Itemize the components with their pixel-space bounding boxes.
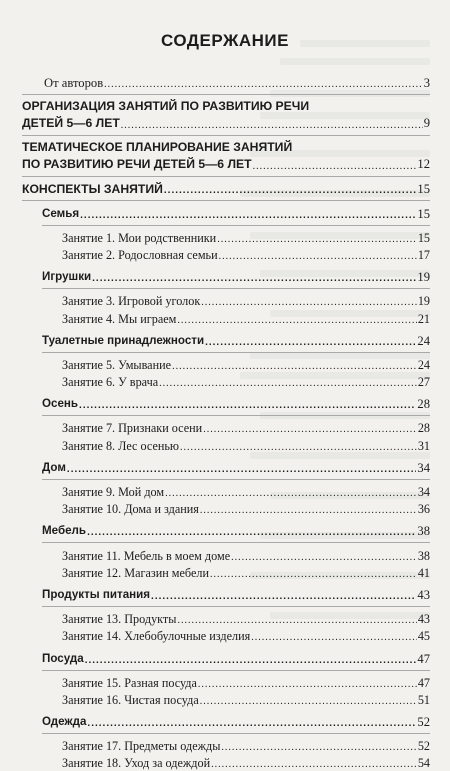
toc-lesson-label: Занятие 1. Мои родственники — [62, 230, 217, 245]
toc-topic-label: Продукты питания — [42, 587, 151, 601]
divider — [22, 200, 430, 201]
toc-lesson-label: Занятие 14. Хлебобулочные изделия — [62, 629, 251, 644]
dot-leader — [79, 396, 416, 412]
dot-leader — [211, 755, 417, 771]
divider — [42, 415, 430, 416]
toc-lesson[interactable] — [22, 754, 430, 771]
dot-leader — [177, 311, 416, 327]
toc-entry-label: От авторов — [44, 76, 104, 91]
toc-topic-label: Посуда — [42, 651, 84, 665]
toc-topic-label: Игрушки — [42, 270, 92, 284]
dot-leader — [219, 247, 417, 263]
toc-topic-toys[interactable] — [22, 268, 430, 285]
dot-leader — [87, 523, 416, 539]
dot-leader — [201, 293, 417, 309]
dot-leader — [151, 587, 416, 603]
toc-topic-label: Семья — [42, 206, 80, 220]
toc-section-page: 15 — [417, 182, 430, 197]
dot-leader — [87, 714, 416, 730]
toc-lesson-page: 41 — [417, 565, 430, 580]
toc-topic-family[interactable] — [22, 204, 430, 221]
toc-topic-page: 43 — [417, 587, 430, 602]
dot-leader — [231, 548, 417, 564]
divider — [42, 606, 430, 607]
toc-lesson[interactable] — [22, 737, 430, 754]
toc-lesson[interactable] — [22, 546, 430, 563]
toc-topic-house[interactable] — [22, 459, 430, 476]
toc-lesson-page: 51 — [417, 692, 430, 707]
toc-topic-toiletries[interactable] — [22, 332, 430, 349]
dot-leader — [67, 460, 416, 476]
toc-topic-label: Мебель — [42, 524, 87, 538]
toc-lesson-page: 47 — [417, 675, 430, 690]
toc-topic-clothes[interactable] — [22, 713, 430, 730]
divider — [42, 288, 430, 289]
toc-lesson-label: Занятие 10. Дома и здания — [62, 502, 199, 517]
toc-lesson[interactable] — [22, 500, 430, 517]
toc-section-label-line2: ПО РАЗВИТИЮ РЕЧИ ДЕТЕЙ 5—6 ЛЕТ — [22, 157, 252, 172]
dot-leader — [200, 501, 417, 517]
dot-leader — [217, 230, 417, 246]
toc-section-label-line2: ДЕТЕЙ 5—6 ЛЕТ — [22, 116, 120, 131]
dot-leader — [253, 157, 417, 173]
toc-lesson-label: Занятие 18. Уход за одеждой — [62, 756, 211, 771]
dot-leader — [121, 116, 423, 132]
toc-lesson-page: 52 — [417, 739, 430, 754]
toc-lesson[interactable] — [22, 564, 430, 581]
dot-leader — [210, 565, 417, 581]
toc-lesson-label: Занятие 13. Продукты — [62, 612, 177, 627]
toc-lesson-label: Занятие 6. У врача — [62, 375, 159, 390]
toc-lesson-label: Занятие 5. Умывание — [62, 357, 172, 372]
toc-topic-page: 19 — [417, 270, 430, 285]
toc-topic-page: 47 — [417, 651, 430, 666]
dot-leader — [177, 611, 416, 627]
toc-section-page: 12 — [417, 157, 430, 172]
toc-lesson[interactable] — [22, 419, 430, 436]
toc-lesson-page: 28 — [417, 421, 430, 436]
divider — [42, 670, 430, 671]
toc-section-lesson-notes[interactable] — [22, 180, 430, 197]
divider — [42, 542, 430, 543]
toc-lesson[interactable] — [22, 356, 430, 373]
toc-topic-label: Туалетные принадлежности — [42, 333, 205, 347]
dot-leader — [198, 675, 417, 691]
toc-lesson[interactable] — [22, 436, 430, 453]
dot-leader — [164, 181, 417, 197]
toc-lesson-page: 21 — [417, 311, 430, 326]
toc-topic-page: 28 — [417, 397, 430, 412]
toc-lesson-label: Занятие 16. Чистая посуда — [62, 692, 199, 707]
toc-topic-dishes[interactable] — [22, 649, 430, 666]
toc-lesson-label: Занятие 8. Лес осенью — [62, 438, 180, 453]
toc-lesson[interactable] — [22, 627, 430, 644]
toc-topic-label: Дом — [42, 460, 66, 474]
toc-lesson-label: Занятие 2. Родословная семьи — [62, 247, 218, 262]
toc-topic-page: 38 — [417, 524, 430, 539]
toc-lesson[interactable] — [22, 691, 430, 708]
toc-lesson-page: 54 — [417, 756, 430, 771]
toc-section-planning[interactable] — [22, 139, 430, 173]
divider — [42, 479, 430, 480]
toc-lesson-label: Занятие 12. Магазин мебели — [62, 565, 209, 580]
toc-topic-page: 34 — [417, 460, 430, 475]
toc-lesson-label: Занятие 17. Предметы одежды — [62, 739, 221, 754]
toc-lesson-page: 38 — [417, 548, 430, 563]
dot-leader — [203, 420, 417, 436]
toc-topic-page: 24 — [417, 333, 430, 348]
toc-lesson[interactable] — [22, 483, 430, 500]
toc-lesson-page: 27 — [417, 375, 430, 390]
toc-topic-food[interactable] — [22, 586, 430, 603]
toc-lesson[interactable] — [22, 292, 430, 309]
dot-leader — [80, 206, 416, 222]
dot-leader — [85, 651, 417, 667]
toc-section-label: КОНСПЕКТЫ ЗАНЯТИЙ — [22, 182, 163, 197]
toc-lesson-label: Занятие 7. Признаки осени — [62, 421, 203, 436]
dot-leader — [251, 628, 417, 644]
divider — [42, 352, 430, 353]
toc-lesson[interactable] — [22, 246, 430, 263]
toc-lesson-page: 19 — [417, 294, 430, 309]
toc-section-label-line1: ТЕМАТИЧЕСКОЕ ПЛАНИРОВАНИЕ ЗАНЯТИЙ — [22, 140, 293, 155]
divider — [42, 733, 430, 734]
table-of-contents — [22, 74, 430, 771]
page-title: СОДЕРЖАНИЕ — [161, 31, 289, 50]
divider — [22, 135, 430, 136]
toc-lesson[interactable] — [22, 674, 430, 691]
dot-leader — [205, 333, 416, 349]
toc-lesson-label: Занятие 11. Мебель в моем доме — [62, 548, 231, 563]
toc-topic-label: Одежда — [42, 715, 87, 729]
dot-leader — [165, 484, 417, 500]
divider — [22, 94, 430, 95]
toc-lesson-page: 34 — [417, 485, 430, 499]
toc-topic-page: 15 — [417, 206, 430, 221]
toc-section-label-line1: ОРГАНИЗАЦИЯ ЗАНЯТИЙ ПО РАЗВИТИЮ РЕЧИ — [22, 99, 310, 114]
toc-lesson-page: 17 — [417, 247, 430, 262]
toc-topic-autumn[interactable] — [22, 395, 430, 412]
dot-leader — [200, 692, 417, 708]
toc-lesson[interactable] — [22, 229, 430, 246]
toc-lesson-label: Занятие 9. Мой дом — [62, 485, 165, 499]
toc-lesson-page: 43 — [417, 612, 430, 627]
toc-topic-page: 52 — [417, 715, 430, 730]
toc-lesson-page: 15 — [417, 230, 430, 245]
divider — [42, 225, 430, 226]
toc-lesson-page: 24 — [417, 357, 430, 372]
toc-entry-page: 3 — [423, 76, 430, 91]
toc-lesson[interactable] — [22, 610, 430, 627]
dot-leader — [159, 374, 417, 390]
toc-section-organization[interactable] — [22, 98, 430, 132]
dot-leader — [180, 438, 417, 454]
dot-leader — [172, 357, 417, 373]
toc-lesson-label: Занятие 15. Разная посуда — [62, 675, 197, 690]
toc-lesson-page: 36 — [417, 502, 430, 517]
toc-lesson-page: 45 — [417, 629, 430, 644]
divider — [22, 176, 430, 177]
toc-section-page: 9 — [423, 116, 430, 131]
toc-lesson[interactable] — [22, 309, 430, 326]
toc-topic-furniture[interactable] — [22, 522, 430, 539]
toc-lesson-page: 31 — [417, 438, 430, 453]
dot-leader — [104, 75, 423, 91]
dot-leader — [92, 269, 416, 285]
toc-entry-authors[interactable] — [22, 74, 430, 91]
toc-lesson-label: Занятие 3. Игровой уголок — [62, 294, 201, 309]
toc-lesson-label: Занятие 4. Мы играем — [62, 311, 177, 326]
dot-leader — [221, 738, 416, 754]
toc-lesson[interactable] — [22, 373, 430, 390]
toc-topic-label: Осень — [42, 397, 79, 411]
